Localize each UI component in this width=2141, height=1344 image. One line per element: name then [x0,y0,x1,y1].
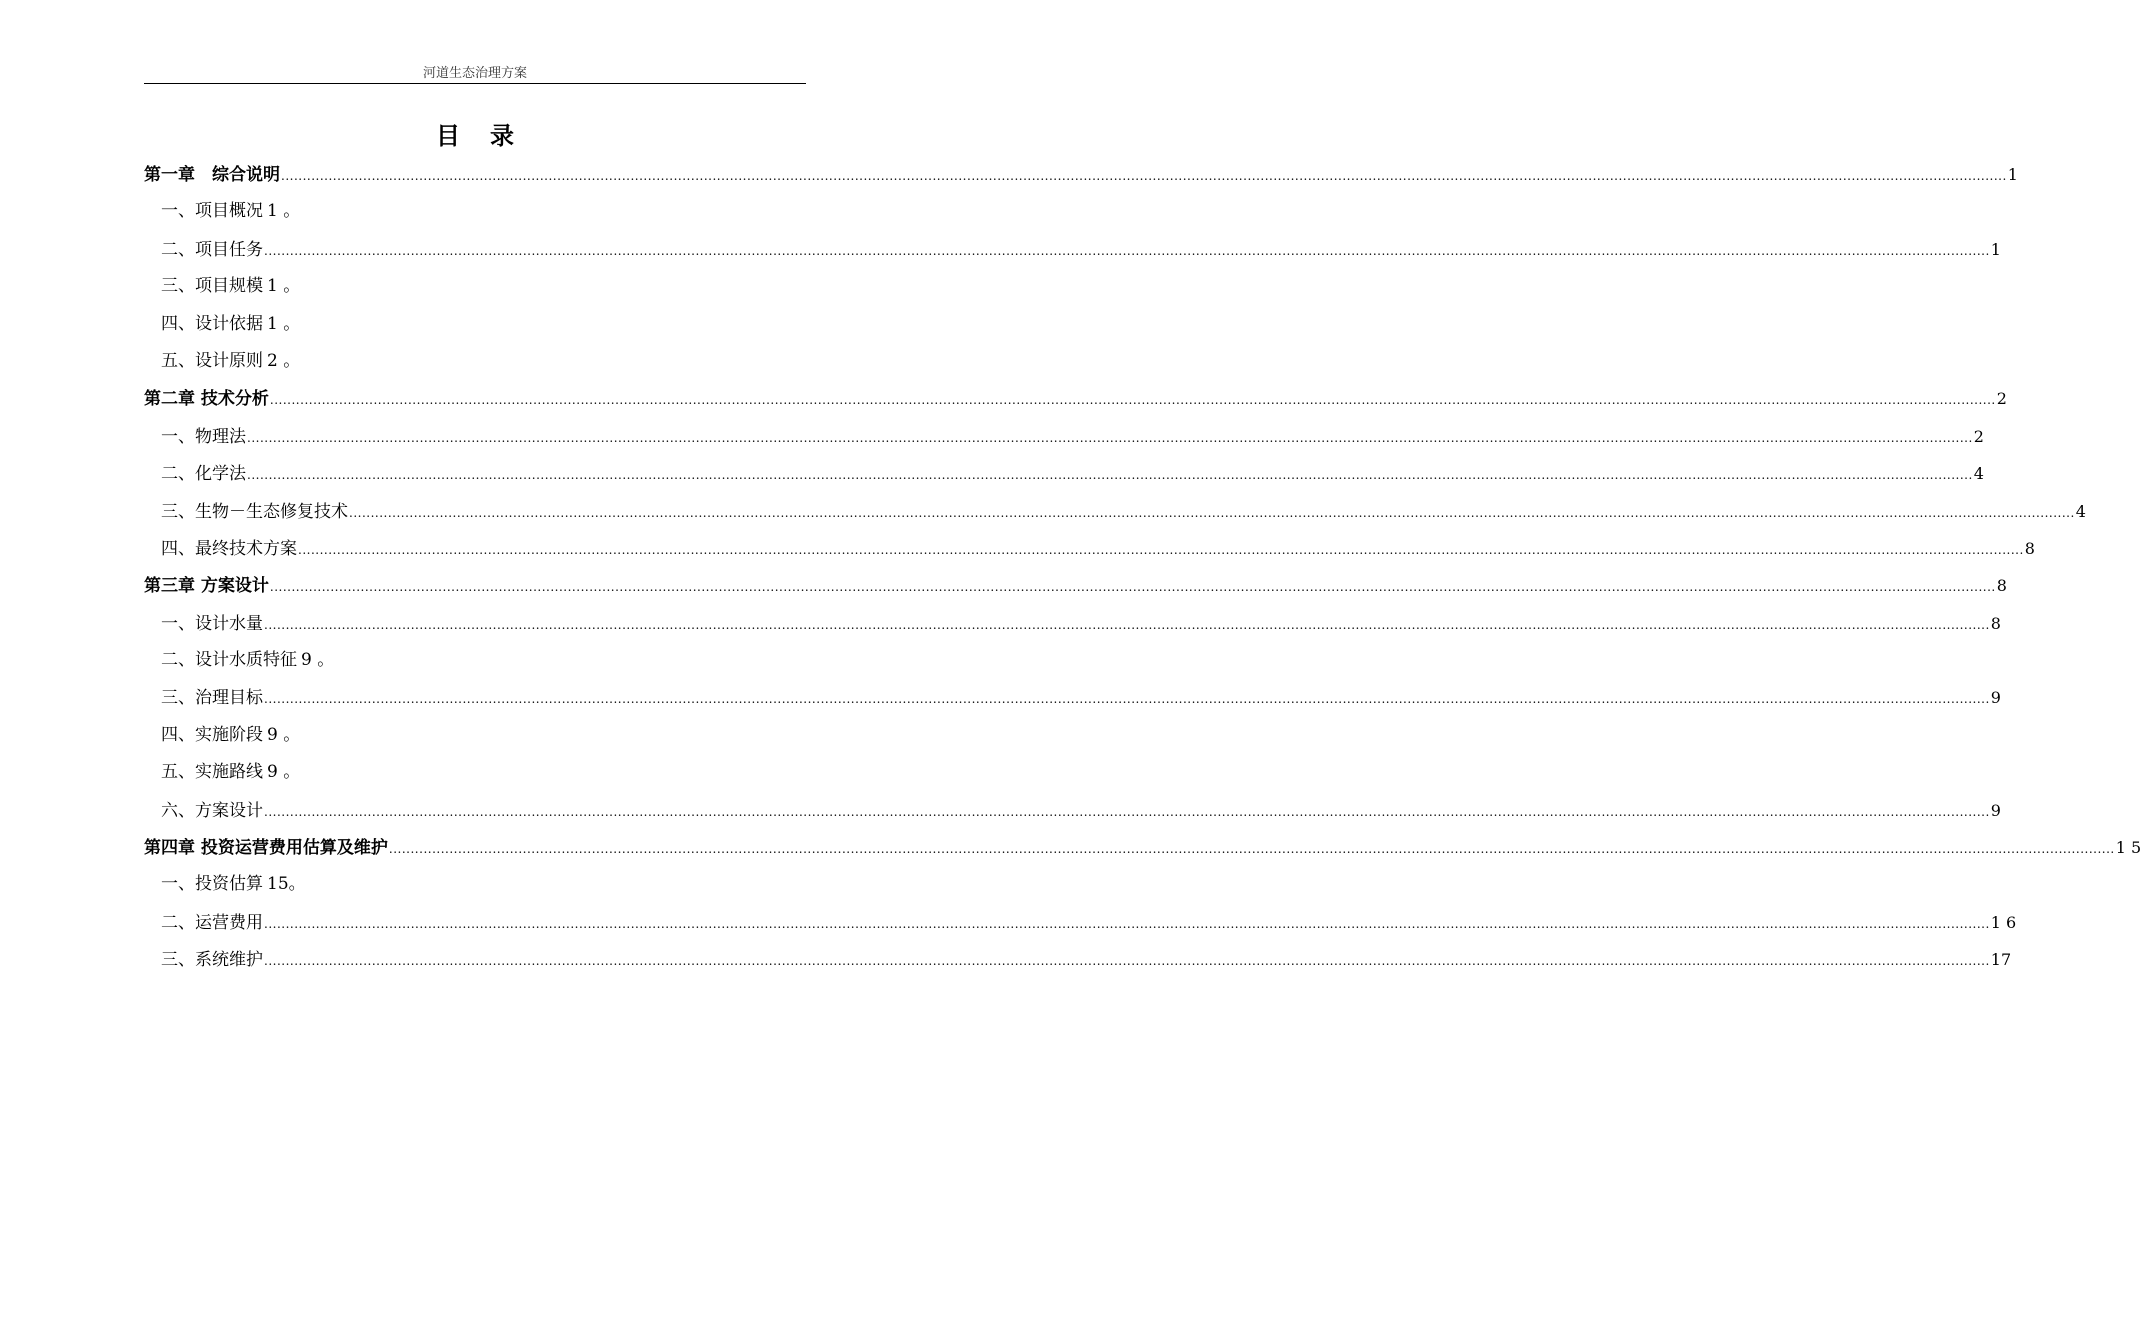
toc-entry-page: 2 [1996,389,2007,409]
toc-entry-page: 9 ｡ [301,650,326,671]
toc-entry-label: 第四章 投资运营费用估算及维护 [144,838,388,859]
toc-leader-dots: ................................................................................................................................................................................................................................................................................................................................................................................................................ [269,580,1996,595]
toc-entry-page: 9 [1990,688,2001,708]
toc-section-entry[interactable] [144,418,1984,455]
toc-entry-page: 1 5 [2115,838,2141,858]
toc-leader-dots: ................................................................................................................................................................................................................................................................................................................................................................................................................ [281,169,2007,183]
toc-entry-label: 五、实施路线 [161,762,263,783]
toc-entry-page: 2 [1973,426,1984,446]
toc-entry-page: 4 [2075,501,2086,521]
toc-section-entry[interactable] [144,904,2017,941]
toc-leader-dots: ................................................................................................................................................................................................................................................................................................................................................................................................................ [298,542,2024,557]
toc-section-entry[interactable] [144,343,806,380]
toc-entry-page: 15｡ [267,874,298,895]
toc-entry-label: 二、运营费用 [161,912,263,933]
toc-entry-page: 1 ｡ [267,201,292,222]
toc-section-entry[interactable] [144,231,2001,268]
toc-entry-page: 9 [1990,800,2001,820]
toc-entry-label: 一、设计水量 [161,613,263,634]
toc-section-entry[interactable] [144,493,2086,530]
toc-leader-dots: ................................................................................................................................................................................................................................................................................................................................................................................................................ [349,505,2075,520]
toc-section-entry[interactable] [144,605,2001,642]
toc-entry-label: 一、项目概况 [161,201,263,222]
toc-entry-page: 4 [1973,464,1984,484]
toc-entry-label: 六、方案设计 [161,800,263,821]
toc-entry-label: 第一章 综合说明 [144,165,280,185]
toc-entry-label: 三、生物－生态修复技术 [161,501,348,522]
toc-entry-page: 1 6 [1990,912,2017,932]
toc-chapter-entry[interactable] [144,567,2007,604]
toc-entry-page: 1 ｡ [267,276,292,297]
toc-leader-dots: ................................................................................................................................................................................................................................................................................................................................................................................................................ [247,468,1973,483]
toc-chapter-entry[interactable] [144,829,2141,866]
toc-entry-label: 第二章 技术分析 [144,389,269,410]
toc-section-entry[interactable] [144,306,806,343]
toc-section-entry[interactable] [144,754,806,791]
toc-leader-dots: ................................................................................................................................................................................................................................................................................................................................................................................................................ [264,954,1990,969]
toc-entry-page: 17 [1990,950,2012,970]
toc-section-entry[interactable] [144,530,2035,567]
toc-entry-label: 四、实施阶段 [161,724,263,745]
toc-entry-label: 三、项目规模 [161,276,263,297]
header-rule [144,83,806,84]
toc-entry-label: 二、化学法 [161,464,246,485]
toc-leader-dots: ................................................................................................................................................................................................................................................................................................................................................................................................................ [247,430,1973,445]
toc-leader-dots: ................................................................................................................................................................................................................................................................................................................................................................................................................ [264,804,1990,819]
toc-entry-label: 二、设计水质特征 [161,650,297,671]
toc-entry-page: 8 [1996,576,2007,596]
toc-entry-page: 1 ｡ [267,313,292,334]
toc-entry-label: 三、治理目标 [161,688,263,709]
table-of-contents [144,156,2141,979]
toc-entry-page: 9 ｡ [267,724,292,745]
toc-entry-label: 四、设计依据 [161,313,263,334]
toc-entry-page: 8 [2024,538,2035,558]
toc-entry-page: 9 ｡ [267,762,292,783]
toc-section-entry[interactable] [144,268,806,305]
toc-entry-page: 1 [1990,239,2001,259]
toc-section-entry[interactable] [144,455,1984,492]
toc-leader-dots: ................................................................................................................................................................................................................................................................................................................................................................................................................ [264,243,1990,258]
toc-section-entry[interactable] [144,866,806,903]
toc-entry-label: 一、投资估算 [161,874,263,895]
toc-entry-page: 8 [1990,613,2001,633]
toc-section-entry[interactable] [144,717,806,754]
toc-section-entry[interactable] [144,193,806,230]
toc-section-entry[interactable] [144,792,2001,829]
toc-section-entry[interactable] [144,941,2012,978]
toc-chapter-entry[interactable] [144,156,2018,193]
toc-section-entry[interactable] [144,642,806,679]
toc-leader-dots: ................................................................................................................................................................................................................................................................................................................................................................................................................ [264,916,1990,931]
toc-leader-dots: ................................................................................................................................................................................................................................................................................................................................................................................................................ [269,393,1996,408]
toc-entry-page: 1 [2007,165,2018,184]
toc-entry-label: 五、设计原则 [161,350,263,371]
toc-leader-dots: ................................................................................................................................................................................................................................................................................................................................................................................................................ [264,692,1990,707]
toc-entry-label: 第三章 方案设计 [144,576,269,597]
toc-leader-dots: ................................................................................................................................................................................................................................................................................................................................................................................................................ [264,617,1990,632]
toc-entry-page: 2 ｡ [267,350,292,371]
toc-entry-label: 三、系统维护 [161,950,263,971]
toc-leader-dots: ................................................................................................................................................................................................................................................................................................................................................................................................................ [388,842,2115,857]
toc-title: 目录 [436,121,544,150]
toc-entry-label: 四、最终技术方案 [161,538,297,559]
toc-chapter-entry[interactable] [144,380,2007,417]
toc-entry-label: 一、物理法 [161,426,246,447]
running-header: 河道生态治理方案 [422,66,527,81]
toc-section-entry[interactable] [144,679,2001,716]
toc-entry-label: 二、项目任务 [161,239,263,260]
